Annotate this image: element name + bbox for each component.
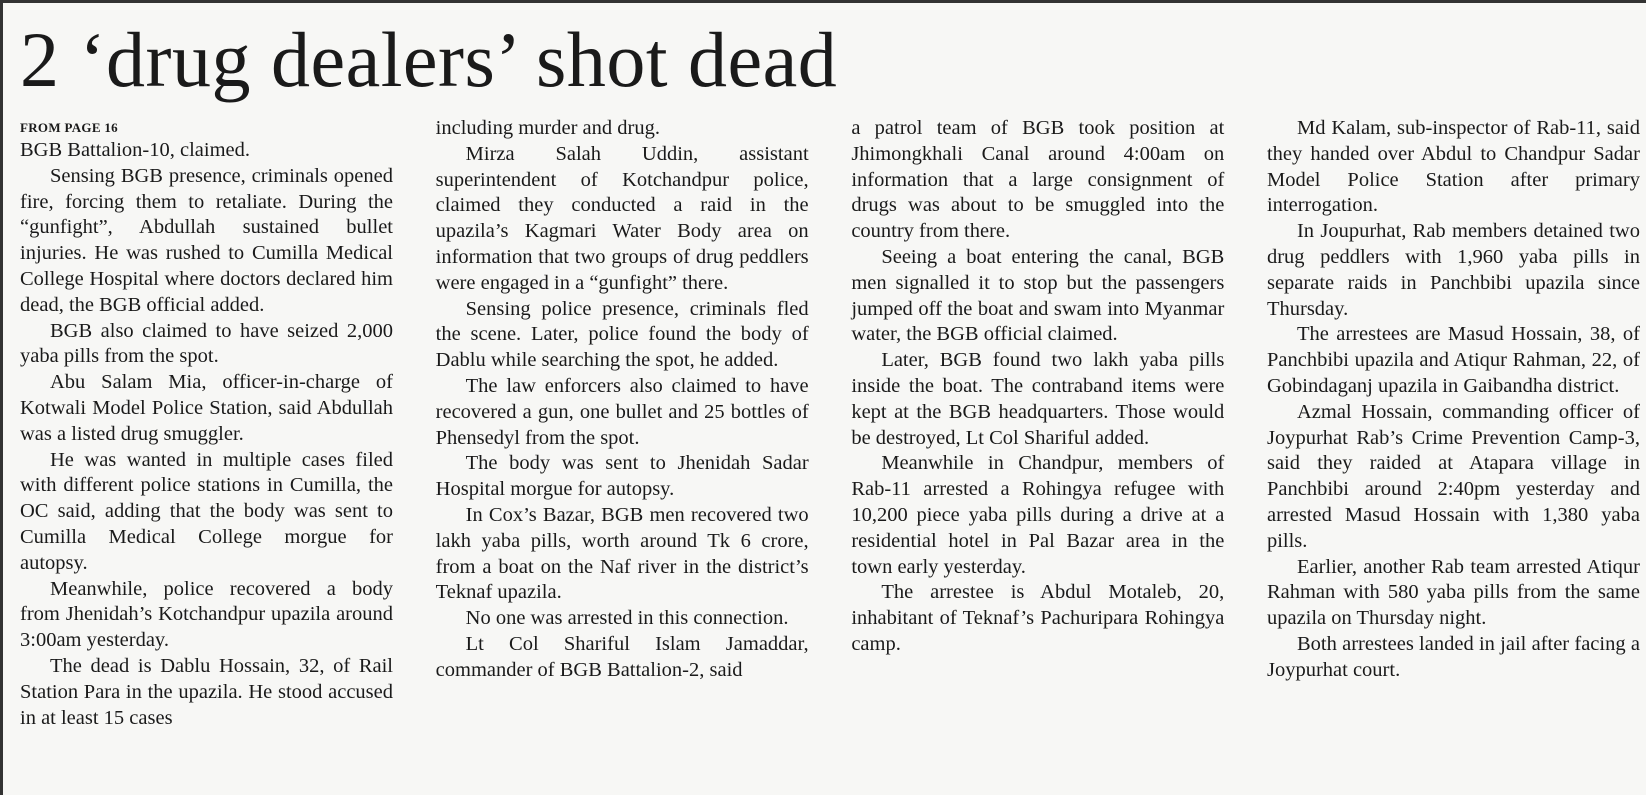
paragraph: Lt Col Shariful Islam Jamaddar, commander of BGB Battalion-2, said xyxy=(435,632,809,681)
paragraph: Meanwhile in Chandpur, members of Rab-11 arrested a Rohingya refugee with 10,200 piece yaba pills during a drive at a residential hotel in Pal Bazar area in the town early yesterday. xyxy=(851,452,1225,578)
paragraph: Md Kalam, sub-inspector of Rab-11, said they handed over Abdul to Chandpur Sadar Model Police Station after primary interrogation. xyxy=(1266,117,1640,217)
paragraph: In Joupurhat, Rab members detained two drug peddlers with 1,960 yaba pills in separate raids in Panchbibi upazila since Thursday. xyxy=(1266,220,1640,320)
paragraph: The dead is Dablu Hossain, 32, of Rail Station Para in the upazila. He stood accused in at least 15 cases xyxy=(20,654,393,729)
paragraph: Later, BGB found two lakh yaba pills inside the boat. The contraband items were kept at the BGB headquarters. Those would be destroyed, Lt Col Shariful added. xyxy=(851,349,1225,449)
paragraph: Meanwhile, police recovered a body from Jhenidah’s Kotchandpur upazila around 3:00am yesterday. xyxy=(20,577,393,652)
paragraph: Sensing police presence, criminals fled the scene. Later, police found the body of Dablu while searching the spot, he added. xyxy=(435,297,809,372)
paragraph: No one was arrested in this connection. xyxy=(465,607,789,630)
paragraph: Azmal Hossain, commanding officer of Joypurhat Rab’s Crime Prevention Camp-3, said they raided at Atapara village in Panchbibi around 2:40pm yesterday and arrested Masud Hossain with 1,380 yaba pills. xyxy=(1266,400,1640,552)
paragraph: The arrestees are Masud Hossain, 38, of Panchbibi upazila and Atiqur Rahman, 22, of Gobindaganj upazila in Gaibandha district. xyxy=(1266,323,1640,397)
paragraph: The law enforcers also claimed to have recovered a gun, one bullet and 25 bottles of Phensedyl from the spot. xyxy=(435,374,809,449)
paragraph: In Cox’s Bazar, BGB men recovered two lakh yaba pills, worth around Tk 6 crore, from a boat on the Naf river in the district’s Teknaf upazila. xyxy=(435,503,809,604)
column-2 xyxy=(436,116,809,731)
paragraph: The arrestee is Abdul Motaleb, 20, inhabitant of Teknaf’s Pachuripara Rohingya camp. xyxy=(851,581,1225,655)
column-4 xyxy=(1267,116,1640,731)
paragraph: including murder and drug. xyxy=(435,117,660,139)
paragraph: The body was sent to Jhenidah Sadar Hospital morgue for autopsy. xyxy=(435,452,809,501)
left-rule xyxy=(0,0,3,795)
paragraph: BGB Battalion-10, claimed. xyxy=(20,139,251,161)
paragraph: Both arrestees landed in jail after facing a Joypurhat court. xyxy=(1266,632,1640,681)
article-body xyxy=(20,116,1640,731)
paragraph: Abu Salam Mia, officer-in-charge of Kotwali Model Police Station, said Abdullah was a listed drug smuggler. xyxy=(20,371,393,445)
paragraph: Earlier, another Rab team arrested Atiqur Rahman with 580 yaba pills from the same upazila on Thursday night. xyxy=(1266,555,1640,630)
paragraph: Seeing a boat entering the canal, BGB men signalled it to stop but the passengers jumped off the boat and swam into Myanmar water, the BGB official claimed. xyxy=(851,245,1225,346)
column-1 xyxy=(20,116,393,731)
kicker: FROM PAGE 16 xyxy=(20,120,118,135)
paragraph: He was wanted in multiple cases filed with different police stations in Cumilla, the OC said, adding that the body was sent to Cumilla Medical College morgue for autopsy. xyxy=(20,448,393,574)
column-3 xyxy=(851,116,1224,731)
top-rule xyxy=(0,0,1646,3)
paragraph: BGB also claimed to have seized 2,000 yaba pills from the spot. xyxy=(20,319,393,368)
paragraph: Sensing BGB presence, criminals opened fire, forcing them to retaliate. During the “gunfight”, Abdullah sustained bullet injuries. He was rushed to Cumilla Medical College Hospital where doctors declared him dead, the BGB official added. xyxy=(20,164,393,316)
headline: 2 ‘drug dealers’ shot dead xyxy=(20,16,838,103)
paragraph: a patrol team of BGB took position at Jhimongkhali Canal around 4:00am on information that a large consignment of drugs was about to be smuggled into the country from there. xyxy=(851,117,1225,243)
paragraph: Mirza Salah Uddin, assistant superintendent of Kotchandpur police, claimed they conducted a raid in the upazila’s Kagmari Water Body area on information that two groups of drug peddlers were engaged in a “gunfight” there. xyxy=(435,142,809,294)
